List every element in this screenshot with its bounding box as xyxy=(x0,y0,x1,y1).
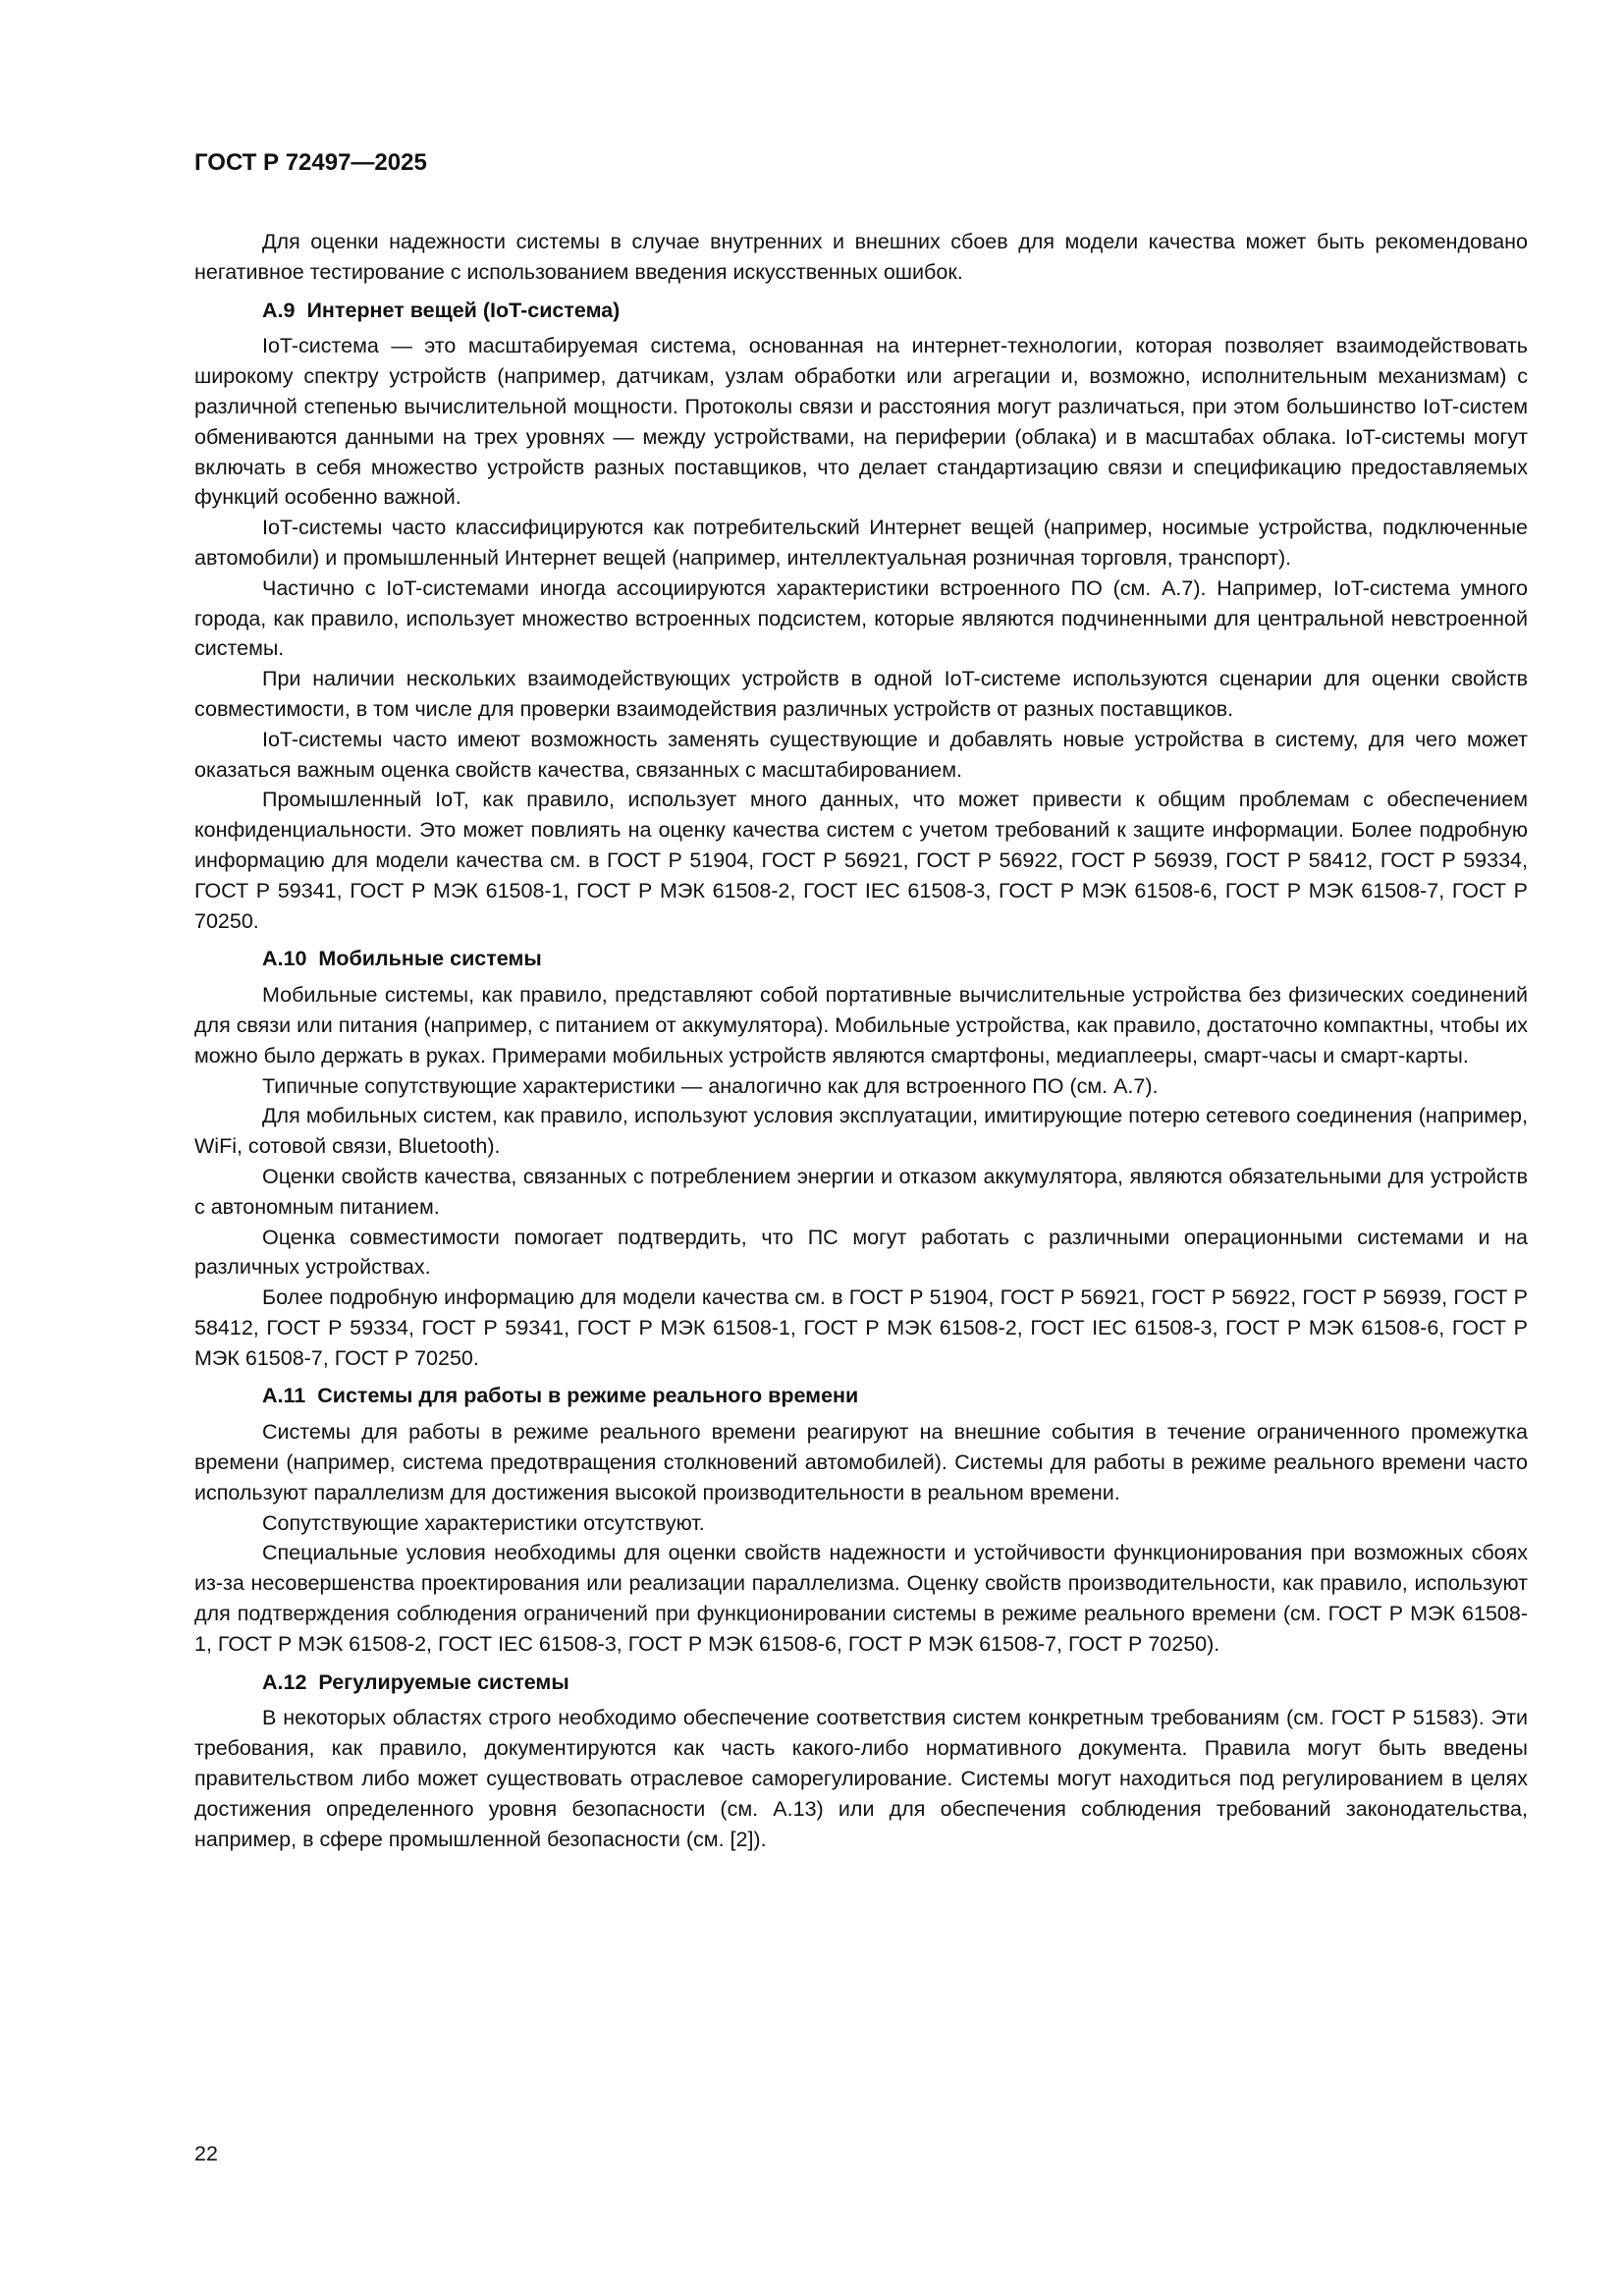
paragraph: Промышленный IoT, как правило, использует много данных, что может привести к общим проблемам с обеспечением конфиденциальности. Это может повлиять на оценку качества систем с учетом требований к защите информации. Более подробную информацию для модели качества см. в ГОСТ Р 51904, ГОСТ Р 56921, ГОСТ Р 56922, ГОСТ Р 56939, ГОСТ Р 58412, ГОСТ Р 59334, ГОСТ Р 59341, ГОСТ Р МЭК 61508-1, ГОСТ Р МЭК 61508-2, ГОСТ IEC 61508-3, ГОСТ Р МЭК 61508-6, ГОСТ Р МЭК 61508-7, ГОСТ Р 70250. xyxy=(194,788,1528,933)
paragraph: Сопутствующие характеристики отсутствуют. xyxy=(262,1510,705,1535)
section-heading-a11 xyxy=(262,1381,1528,1411)
intro-paragraph: Для оценки надежности системы в случае внутренних и внешних сбоев для модели качества может быть рекомендовано негативное тестирование с использованием введения искусственных ошибок. xyxy=(194,230,1528,284)
document-page xyxy=(194,147,1528,1854)
paragraph: Типичные сопутствующие характеристики — аналогично как для встроенного ПО (см. А.7). xyxy=(262,1073,1159,1098)
section-heading-a10 xyxy=(262,944,1528,974)
section-title: Мобильные системы xyxy=(318,947,542,971)
section-heading-a9 xyxy=(262,296,1528,326)
paragraph: Мобильные системы, как правило, представляют собой портативные вычислительные устройства без физических соединений для связи или питания (например, с питанием от аккумулятора). Мобильные устройства, как правило, достаточно компактны, чтобы их можно было держать в руках. Примерами мобильных устройств являются смартфоны, медиаплееры, смарт-часы и смарт-карты. xyxy=(194,983,1528,1067)
paragraph: Оценка совместимости помогает подтвердить, что ПС могут работать с различными операционными системами и на различных устройствах. xyxy=(194,1225,1528,1280)
section-number: А.11 xyxy=(262,1384,306,1408)
section-title: Системы для работы в режиме реального времени xyxy=(317,1384,859,1408)
paragraph: IoT-системы часто имеют возможность заменять существующие и добавлять новые устройства в систему, для чего может оказаться важным оценка свойств качества, связанных с масштабированием. xyxy=(194,727,1528,782)
paragraph: Частично с IoT-системами иногда ассоциируются характеристики встроенного ПО (см. А.7). Например, IoT-система умного города, как правило, использует множество встроенных подсистем, которые являются подчиненными для центральной невстроенной системы. xyxy=(194,575,1528,661)
paragraph: Более подробную информацию для модели качества см. в ГОСТ Р 51904, ГОСТ Р 56921, ГОСТ Р 56922, ГОСТ Р 56939, ГОСТ Р 58412, ГОСТ Р 59334, ГОСТ Р 59341, ГОСТ Р МЭК 61508-1, ГОСТ Р МЭК 61508-2, ГОСТ IEC 61508-3, ГОСТ Р МЭК 61508-6, ГОСТ Р МЭК 61508-7, ГОСТ Р 70250. xyxy=(194,1285,1528,1370)
section-number: А.10 xyxy=(262,947,307,971)
section-number: А.9 xyxy=(262,298,296,322)
section-title: Регулируемые системы xyxy=(318,1669,569,1694)
paragraph: В некоторых областях строго необходимо обеспечение соответствия систем конкретным требованиям (см. ГОСТ Р 51583). Эти требования, как правило, документируются как часть какого-либо нормативного документа. Правила могут быть введены правительством либо может существовать отраслевое саморегулирование. Системы могут находиться под регулированием в целях достижения определенного уровня безопасности (см. А.13) или для обеспечения соблюдения требований законодательства, например, в сфере промышленной безопасности (см. [2]). xyxy=(194,1706,1528,1851)
paragraph: Оценки свойств качества, связанных с потреблением энергии и отказом аккумулятора, являются обязательными для устройств с автономным питанием. xyxy=(194,1164,1528,1219)
paragraph: При наличии нескольких взаимодействующих устройств в одной IoT-системе используются сценарии для оценки свойств совместимости, в том числе для проверки взаимодействия различных устройств от разных поставщиков. xyxy=(194,667,1528,721)
paragraph: IoT-система — это масштабируемая система, основанная на интернет-технологии, которая позволяет взаимодействовать широкому спектру устройств (например, датчикам, узлам обработки или агрегации и, возможно, исполнительным механизмам) с различной степенью вычислительной мощности. Протоколы связи и расстояния могут различаться, при этом большинство IoT-систем обмениваются данными на трех уровнях — между устройствами, на периферии (облака) и в масштабах облака. IoT-системы могут включать в себя множество устройств разных поставщиков, что делает стандартизацию связи и спецификацию предоставляемых функций особенно важной. xyxy=(194,334,1528,510)
paragraph: Системы для работы в режиме реального времени реагируют на внешние события в течение ограниченного промежутка времени (например, система предотвращения столкновений автомобилей). Системы для работы в режиме реального времени часто используют параллелизм для достижения высокой производительности в реальном времени. xyxy=(194,1420,1528,1504)
paragraph: Для мобильных систем, как правило, используют условия эксплуатации, имитирующие потерю сетевого соединения (например, WiFi, сотовой связи, Bluetooth). xyxy=(194,1104,1528,1159)
document-code-header: ГОСТ Р 72497—2025 xyxy=(194,149,427,176)
paragraph: IoT-системы часто классифицируются как потребительский Интернет вещей (например, носимые устройства, подключенные автомобили) и промышленный Интернет вещей (например, интеллектуальная розничная торговля, транспорт). xyxy=(194,516,1528,570)
page-number: 22 xyxy=(194,2142,218,2165)
paragraph: Специальные условия необходимы для оценки свойств надежности и устойчивости функционирования при возможных сбоях из-за несовершенства проектирования или реализации параллелизма. Оценку свойств производительности, как правило, используют для подтверждения соблюдения ограничений при функционировании системы в режиме реального времени (см. ГОСТ Р МЭК 61508-1, ГОСТ Р МЭК 61508-2, ГОСТ IEC 61508-3, ГОСТ Р МЭК 61508-6, ГОСТ Р МЭК 61508-7, ГОСТ Р 70250). xyxy=(194,1541,1528,1656)
section-title: Интернет вещей (IoT-система) xyxy=(306,298,621,322)
section-heading-a12 xyxy=(262,1667,1528,1698)
section-number: А.12 xyxy=(262,1669,307,1694)
